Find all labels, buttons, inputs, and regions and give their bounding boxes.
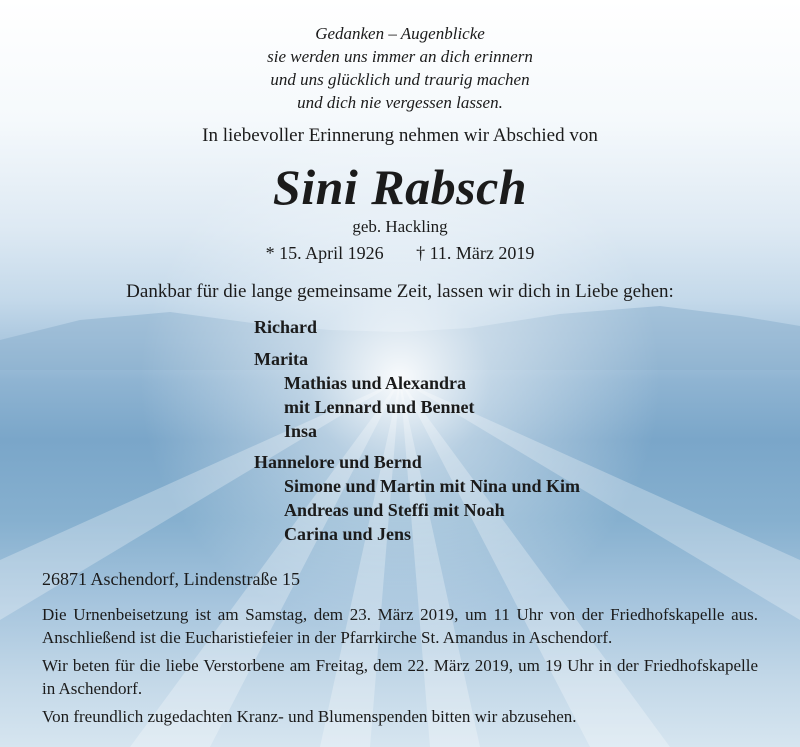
poem-line: sie werden uns immer an dich erinnern: [267, 47, 533, 66]
life-dates: [0, 243, 800, 264]
maiden-name: geb. Hackling: [352, 217, 448, 236]
mourner-name: Mathias und Alexandra: [284, 373, 467, 393]
intro-text: In liebevoller Erinnerung nehmen wir Abschied von: [202, 125, 598, 146]
mourner-name: mit Lennard und Bennet: [284, 397, 475, 417]
poem-line: und dich nie vergessen lassen.: [297, 93, 503, 112]
poem-line: Gedanken – Augenblicke: [315, 24, 485, 43]
thanks-text: Dankbar für die lange gemeinsame Zeit, lassen wir dich in Liebe gehen:: [126, 281, 674, 302]
death-date: † 11. März 2019: [416, 243, 535, 263]
poem: [0, 22, 800, 114]
mourner-name: Andreas und Steffi mit Noah: [284, 500, 505, 520]
burial-notice: Die Urnenbeisetzung ist am Samstag, dem 23. März 2019, um 11 Uhr von der Friedhofskapelle aus. Anschließend ist die Eucharistiefeier in der Pfarrkirche St. Amandus in Aschendorf.: [42, 605, 758, 647]
donation-notice: Von freundlich zugedachten Kranz- und Blumenspenden bitten wir abzusehen.: [42, 707, 577, 726]
poem-line: und uns glücklich und traurig machen: [270, 70, 530, 89]
mourner-name: Insa: [284, 421, 318, 441]
mourner-name: Richard: [254, 317, 317, 337]
birth-date: * 15. April 1926: [265, 243, 384, 263]
mourner-name: Simone und Martin mit Nina und Kim: [284, 476, 581, 496]
mourner-name: Carina und Jens: [284, 524, 412, 544]
mourner-name: Hannelore und Bernd: [254, 452, 422, 472]
mourner-name: Marita: [254, 349, 308, 369]
prayer-notice: Wir beten für die liebe Verstorbene am Freitag, dem 22. März 2019, um 19 Uhr in der Friedhofskapelle in Aschendorf.: [42, 656, 758, 698]
address: 26871 Aschendorf, Lindenstraße 15: [42, 569, 300, 589]
deceased-name: Sini Rabsch: [272, 159, 528, 215]
